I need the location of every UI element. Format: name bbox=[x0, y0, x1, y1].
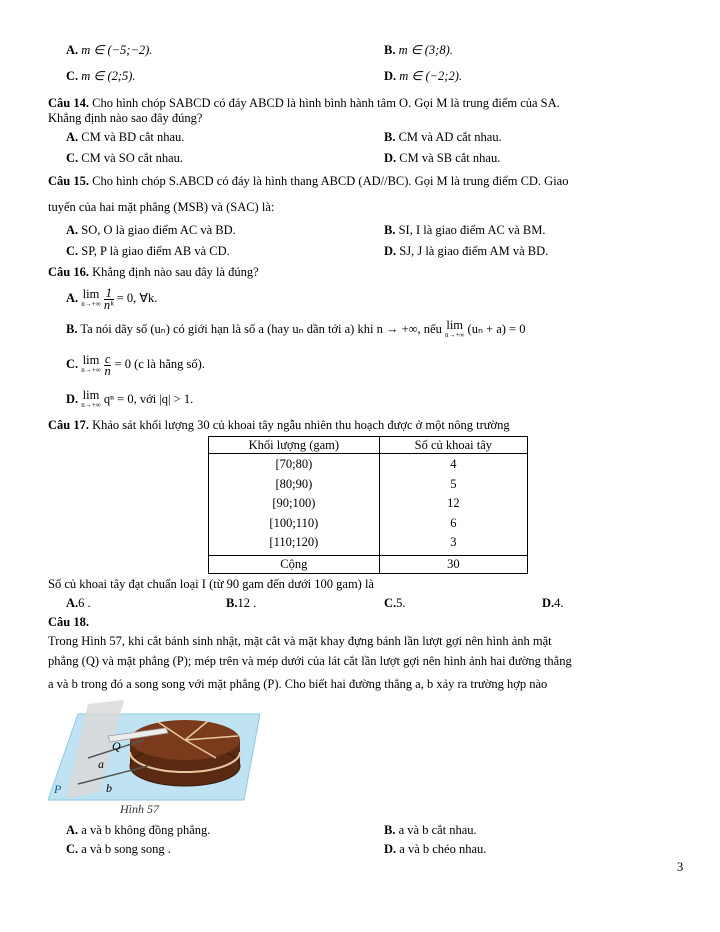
label-a: a bbox=[98, 757, 104, 771]
q14-option-b: B. CM và AD cắt nhau. bbox=[384, 130, 502, 144]
q16-stem: Câu 16. Khẳng định nào sau đây là đúng? bbox=[48, 265, 259, 279]
figure-caption: Hình 57 bbox=[120, 802, 159, 816]
q17-option-d: D.4. bbox=[542, 596, 564, 610]
q18-option-d: D. a và b chéo nhau. bbox=[384, 842, 487, 856]
q15-option-a: A. SO, O là giao điểm AC và BD. bbox=[66, 223, 236, 237]
q15-option-d: D. SJ, J là giao điểm AM và BD. bbox=[384, 244, 549, 258]
total-value: 30 bbox=[379, 555, 527, 573]
q14-option-d: D. CM và SB cắt nhau. bbox=[384, 151, 501, 165]
label-p: P bbox=[54, 782, 62, 796]
limit-symbol: lim n→+∞ bbox=[81, 353, 101, 375]
q17-stem: Câu 17. Khảo sát khối lượng 30 củ khoai tây ngẫu nhiên thu hoạch được ở một nông trường bbox=[48, 418, 510, 432]
q14-stem: Câu 14. Cho hình chóp SABCD có đáy ABCD là hình bình hành tâm O. Gọi M là trung điểm của SA. bbox=[48, 96, 560, 110]
q14-option-a: A. CM và BD cắt nhau. bbox=[66, 130, 185, 144]
q18-option-c: C. a và b song song . bbox=[66, 842, 171, 856]
total-label: Cộng bbox=[209, 555, 380, 573]
q16-option-d: D. lim n→+∞ qⁿ = 0, với |q| > 1. bbox=[66, 388, 194, 410]
q14-stem-cont: Khẳng định nào sao đây đúng? bbox=[48, 111, 203, 125]
page-number: 3 bbox=[677, 860, 684, 874]
potato-counts-cell: 4 5 12 6 3 bbox=[379, 454, 527, 556]
limit-symbol: lim n→+∞ bbox=[81, 287, 101, 309]
cake-figure bbox=[48, 700, 260, 818]
q18-label: Câu 18. bbox=[48, 615, 89, 629]
limit-symbol: lim n→+∞ bbox=[444, 318, 465, 340]
q13-option-b: B. m ∈ (3;8). bbox=[384, 43, 453, 57]
q17-option-b: B.12 . bbox=[226, 596, 257, 610]
q17-option-a: A.6 . bbox=[66, 596, 91, 610]
table-row bbox=[209, 454, 528, 556]
q16-option-c: C. lim n→+∞ $\frac{c}{n}$ = 0 (c là hằng số). bbox=[66, 351, 205, 378]
table-header-row bbox=[209, 437, 528, 454]
q15-stem: Câu 15. Cho hình chóp S.ABCD có đáy là hình thang ABCD (AD//BC). Gọi M là trung điểm CD. Giao bbox=[48, 174, 569, 188]
label-q: Q bbox=[112, 739, 121, 753]
q17-question: Số củ khoai tây đạt chuẩn loại I (từ 90 gam đến dưới 100 gam) là bbox=[48, 577, 374, 591]
q15-stem-cont: tuyến của hai mặt phẳng (MSB) và (SAC) là: bbox=[48, 200, 275, 214]
fraction: $\frac{1}{\text{nᵏ}}$ bbox=[103, 285, 114, 312]
table-total-row bbox=[209, 555, 528, 573]
q15-option-c: C. SP, P là giao điểm AB và CD. bbox=[66, 244, 230, 258]
q18-text-line2: phẳng (Q) và mặt phẳng (P); mép trên và mép dưới của lát cắt lần lượt gợi nên hình ảnh hai đường thẳng bbox=[48, 654, 572, 668]
q18-text-line3: a và b trong đó a song song với mặt phẳng (P). Cho biết hai đường thẳng a, b xảy ra trường hợp nào bbox=[48, 677, 548, 691]
q13-option-d: D. m ∈ (−2;2). bbox=[384, 69, 462, 83]
weight-intervals-cell: [70;80) [80;90) [90;100) [100;110) [110;120) bbox=[209, 454, 380, 556]
q18-text-line1: Trong Hình 57, khi cắt bánh sinh nhật, mặt cắt và mặt khay đựng bánh lần lượt gợi nên hình ảnh mặt bbox=[48, 634, 552, 648]
q15-option-b: B. SI, I là giao điểm AC và BM. bbox=[384, 223, 546, 237]
q18-option-a: A. a và b không đồng phẳng. bbox=[66, 823, 211, 837]
q16-option-a: A. lim n→+∞ $\frac{1}{\text{nᵏ}}$ = 0, ∀k. bbox=[66, 285, 158, 312]
q13-option-c: C. m ∈ (2;5). bbox=[66, 69, 136, 83]
potato-weight-table bbox=[208, 436, 528, 574]
q13-option-a: A. m ∈ (−5;−2). bbox=[66, 43, 153, 57]
q14-option-c: C. CM và SO cắt nhau. bbox=[66, 151, 184, 165]
fraction: $\frac{c}{n}$ bbox=[104, 351, 111, 378]
q17-option-c: C.5. bbox=[384, 596, 406, 610]
table-header: Khối lượng (gam) bbox=[209, 437, 380, 454]
q18-option-b: B. a và b cắt nhau. bbox=[384, 823, 477, 837]
table-header: Số củ khoai tây bbox=[379, 437, 527, 454]
label-b: b bbox=[106, 781, 112, 795]
q16-option-b: B. Ta nói dãy số (uₙ) có giới hạn là số a (hay uₙ dần tới a) khi n → +∞, nếu lim n→+∞ (uₙ + a) = 0 bbox=[66, 318, 526, 340]
limit-symbol: lim n→+∞ bbox=[81, 388, 101, 410]
